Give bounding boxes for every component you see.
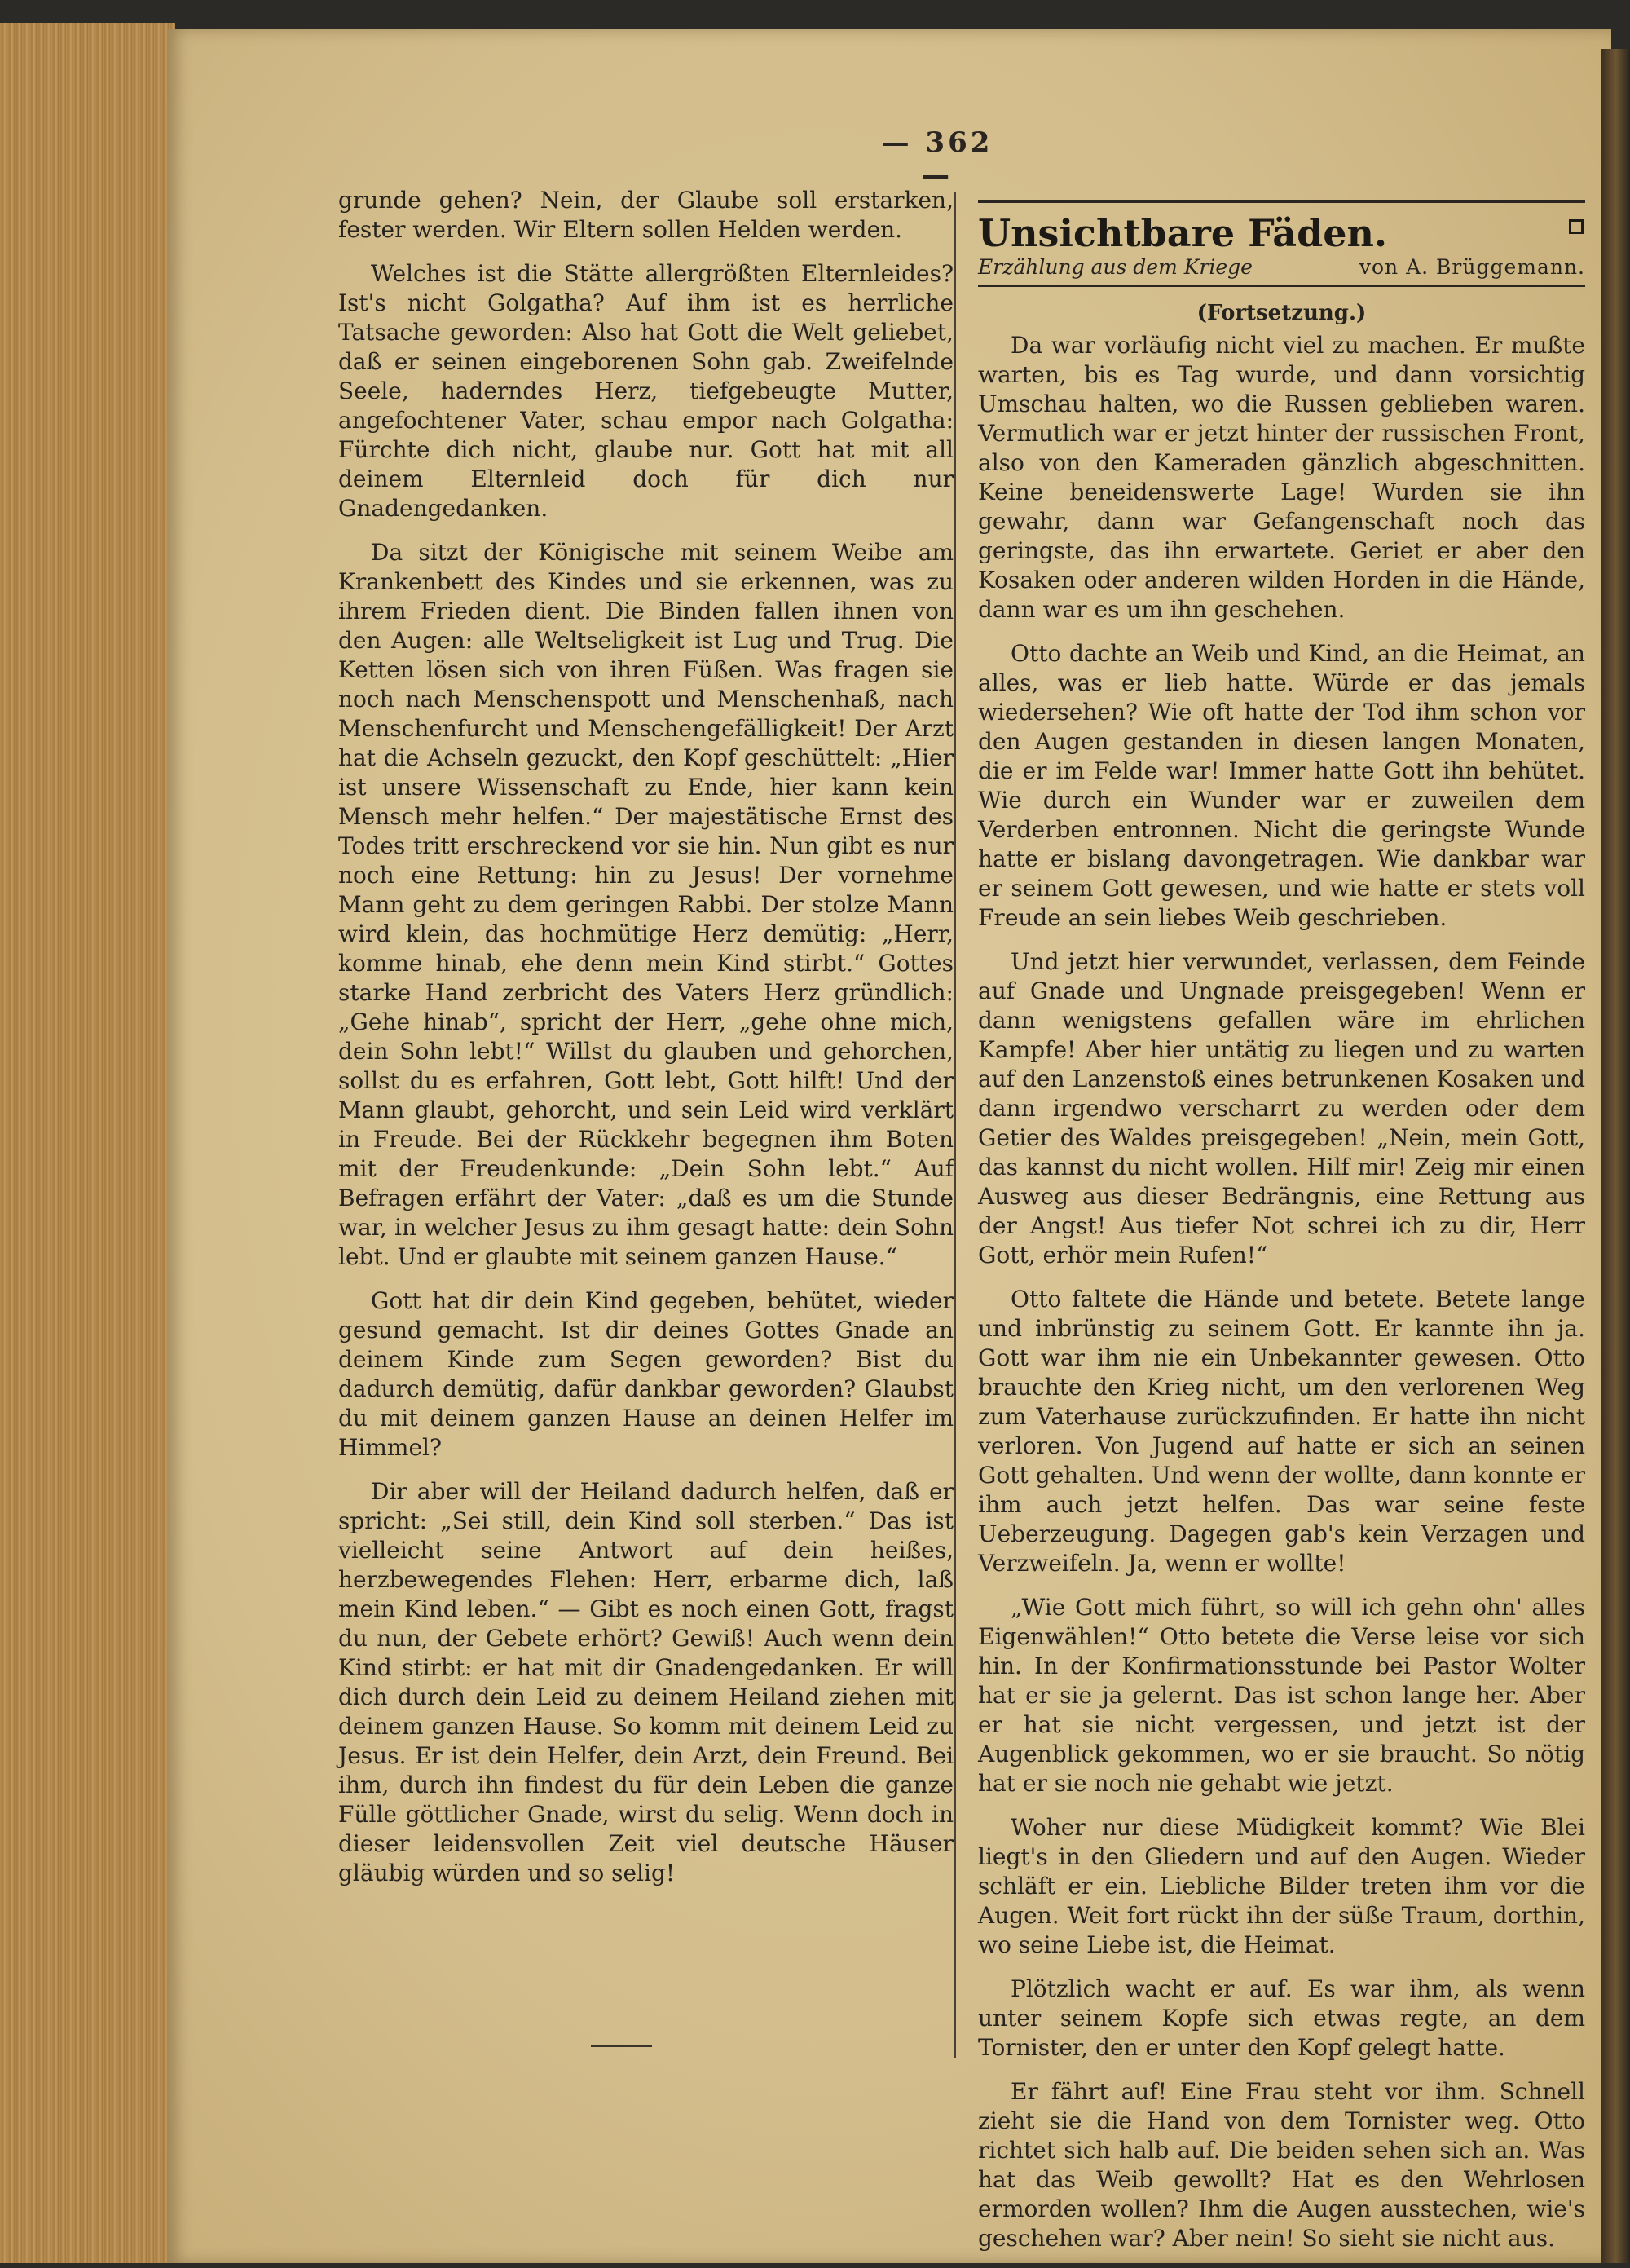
story-byline — [978, 255, 1585, 280]
paragraph: Dir aber will der Heiland dadurch helfen, daß er spricht: „Sei still, dein Kind soll sterben.“ Das ist vielleicht seine Antwort auf dein heißes, herzbewegendes Flehen: Herr, erbarme dich, laß mein Kind leben.“ — Gibt es noch einen Gott, fragst du nun, der Gebete erhört? Gewiß! Auch wenn dein Kind stirbt: er hat mit dir Gnadengedanken. Er will dich durch dein Leid zu deinem Heiland ziehen mit deinem ganzen Hause. So komm mit deinem Leid zu Jesus. Er ist dein Helfer, dein Arzt, dein Freund. Bei ihm, durch ihn findest du für dein Leben die ganze Fülle göttlicher Gnade, wirst du selig. Wenn doch in dieser leidensvollen Zeit viel deutsche Häuser gläubig würden und so selig! — [338, 1478, 954, 1886]
paragraph: grunde gehen? Nein, der Glaube soll erstarken, fester werden. Wir Eltern sollen Helden werden. — [338, 187, 954, 243]
left-text-column — [338, 186, 954, 1903]
section-end-rule — [591, 2045, 652, 2047]
book-binding-edge — [1601, 49, 1630, 2263]
paragraph: Otto faltete die Hände und betete. Betete lange und inbrünstig zu seinem Gott. Er kannte ihn ja. Gott war ihm nie ein Unbekannter gewesen. Otto brauchte den Krieg nicht, um den verlorenen Weg zum Vaterhause zurückzufinden. Er hatte ihn nicht verloren. Von Jugend auf hatte er sich an seinen Gott gehalten. Und wenn der wollte, dann konnte er ihm auch jetzt helfen. Das war seine feste Ueberzeugung. Dagegen gab's kein Verzagen und Verzweifeln. Ja, wenn er wollte! — [978, 1286, 1585, 1577]
paragraph: Da war vorläufig nicht viel zu machen. Er mußte warten, bis es Tag wurde, und dann vorsichtig Umschau halten, wo die Russen geblieben waren. Vermutlich war er jetzt hinter der russischen Front, also von den Kameraden gänzlich abgeschnitten. Keine beneidenswerte Lage! Wurden sie ihn gewahr, dann war Gefangenschaft noch das geringste, das ihn erwartete. Geriet er aber den Kosaken oder anderen wilden Horden in die Hände, dann war es um ihn geschehen. — [978, 332, 1585, 623]
page-number: — 362 — — [881, 126, 993, 192]
continuation-note: (Fortsetzung.) — [1196, 301, 1367, 325]
paragraph: Welches ist die Stätte allergrößten Elternleides? Ist's nicht Golgatha? Auf ihm ist es herrliche Tatsache geworden: Also hat Gott die Welt geliebet, daß er seinen eingeborenen Sohn gab. Zweifelnde Seele, haderndes Herz, tiefgebeugte Mutter, angefochtener Vater, schau empor nach Golgatha: Fürchte dich nicht, glaube nur. Gott hat mit all deinem Elternleid doch für dich nur Gnadengedanken. — [338, 260, 954, 522]
paragraph: Gott hat dir dein Kind gegeben, behütet, wieder gesund gemacht. Ist dir deines Gottes Gnade an deinem Kinde zum Segen geworden? Bist du dadurch demütig, dafür dankbar geworden? Glaubst du mit deinem ganzen Hause an deinen Helfer im Himmel? — [338, 1287, 954, 1461]
story-author: von A. Brüggemann. — [1359, 255, 1585, 279]
paragraph: „Wie Gott mich führt, so will ich gehn ohn' alles Eigenwählen!“ Otto betete die Verse leise vor sich hin. In der Konfirmationsstunde bei Pastor Wolter hat er sie ja gelernt. Das ist schon lange her. Aber er hat sie nicht vergessen, und jetzt ist der Augenblick gekommen, wo er sie braucht. So nötig hat er sie noch nie gehabt wie jetzt. — [978, 1594, 1585, 1797]
book-page-edges — [0, 23, 175, 2263]
column-divider — [954, 192, 956, 2058]
story-header — [978, 200, 1585, 287]
story-subtitle: Erzählung aus dem Kriege — [978, 255, 1253, 279]
paragraph: Da sitzt der Königische mit seinem Weibe am Krankenbett des Kindes und sie erkennen, was zu ihrem Frieden dient. Die Binden fallen ihnen von den Augen: alle Weltseligkeit ist Lug und Trug. Die Ketten lösen sich von ihren Füßen. Was fragen sie noch nach Menschenspott und Menschenhaß, nach Menschenfurcht und Menschengefälligkeit! Der Arzt hat die Achseln gezuckt, den Kopf geschüttelt: „Hier ist unsere Wissenschaft zu Ende, hier kann kein Mensch mehr helfen.“ Der majestätische Ernst des Todes tritt erschreckend vor sie hin. Nun gibt es nur noch eine Rettung: hin zu Jesus! Der vornehme Mann geht zu dem geringen Rabbi. Der stolze Mann wird klein, das hochmütige Herz demütig: „Herr, komme hinab, ehe denn mein Kind stirbt.“ Gottes starke Hand zerbricht des Vaters Herz gründlich: „Gehe hinab“, spricht der Herr, „gehe ohne mich, dein Sohn lebt!“ Willst du glauben und gehorchen, sollst du es erfahren, Gott lebt, Gott hilft! Und der Mann glaubt, gehorcht, und sein Leid wird verklärt in Freude. Bei der Rückkehr begegnen ihm Boten mit der Freudenkunde: „Dein Sohn lebt.“ Auf Befragen erfährt der Vater: „daß es um die Stunde war, in welcher Jesus zu ihm gesagt hatte: dein Sohn lebt. Und er glaubte mit seinem ganzen Hause.“ — [338, 539, 954, 1270]
paragraph: Er fährt auf! Eine Frau steht vor ihm. Schnell zieht sie die Hand von dem Tornister weg. Otto richtet sich halb auf. Die beiden sehen sich an. Was hat das Weib gewollt? Hat es den Wehrlosen ermorden wollen? Ihm die Augen ausstechen, wie's geschehen war? Aber nein! So sieht sie nicht aus. — [978, 2078, 1585, 2252]
paragraph: Woher nur diese Müdigkeit kommt? Wie Blei liegt's in den Gliedern und auf den Augen. Wieder schläft er ein. Liebliche Bilder treten ihm vor die Augen. Weit fort rückt ihn der süße Traum, dorthin, wo seine Liebe ist, die Heimat. — [978, 1814, 1585, 1958]
paragraph: Plötzlich wacht er auf. Es war ihm, als wenn unter seinem Kopfe sich etwas regte, an dem Tornister, den er unter den Kopf gelegt hatte. — [978, 1975, 1585, 2061]
right-text-column — [978, 200, 1585, 2268]
paragraph: Otto dachte an Weib und Kind, an die Heimat, an alles, was er lieb hatte. Würde er das jemals wiedersehen? Wie oft hatte der Tod ihm schon vor den Augen gestanden in diesen langen Monaten, die er im Felde war! Immer hatte Gott ihn behütet. Wie durch ein Wunder war er zuweilen dem Verderben entronnen. Nicht die geringste Wunde hatte er bislang davongetragen. Wie dankbar war er seinem Gott gewesen, und wie hatte er stets voll Freude an sein liebes Weib geschrieben. — [978, 640, 1585, 931]
story-title: Unsichtbare Fäden. — [978, 211, 1387, 255]
paragraph: Und jetzt hier verwundet, verlassen, dem Feinde auf Gnade und Ungnade preisgegeben! Wenn er dann wenigstens gefallen wäre im ehrlichen Kampfe! Aber hier untätig zu liegen und zu warten auf den Lanzenstoß eines betrunkenen Kosaken und dann irgendwo verscharrt zu werden oder dem Getier des Waldes preisgegeben! „Nein, mein Gott, das kannst du nicht wollen. Hilf mir! Zeig mir einen Ausweg aus dieser Bedrängnis, eine Rettung aus der Angst! Aus tiefer Not schrei ich zu dir, Herr Gott, erhör mein Rufen!“ — [978, 948, 1585, 1269]
square-ornament-icon — [1569, 219, 1584, 234]
